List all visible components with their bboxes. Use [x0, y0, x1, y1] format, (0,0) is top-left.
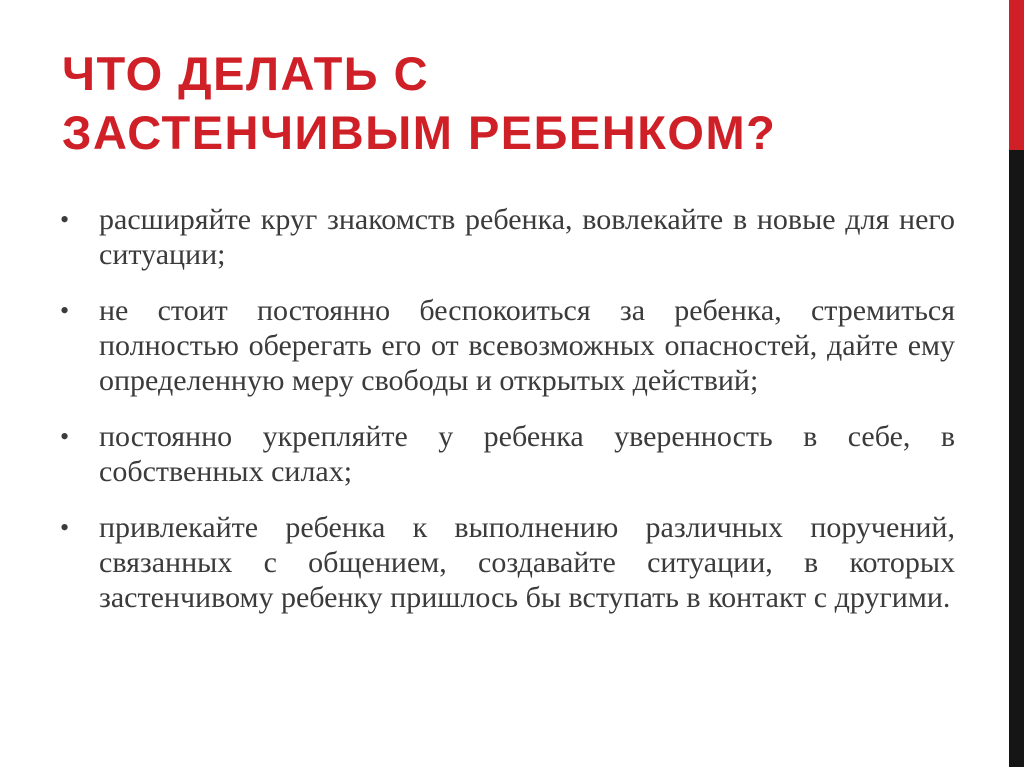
bullet-dot-icon: •: [60, 296, 70, 325]
slide-title: [62, 44, 962, 162]
bullet-dot-icon: •: [60, 205, 70, 234]
slide-title-line-1: ЧТО ДЕЛАТЬ С: [62, 47, 430, 100]
side-accent-bar-dark: [1009, 150, 1024, 767]
bullet-text: постоянно укрепляйте у ребенка уверенность в себе, в собственных силах;: [99, 420, 955, 488]
bullet-text: расширяйте круг знакомств ребенка, вовлекайте в новые для него ситуации;: [99, 203, 955, 271]
bullet-item: [60, 293, 955, 398]
side-accent-bar-red: [1009, 0, 1024, 150]
bullet-item: [60, 202, 955, 272]
bullet-text: не стоит постоянно беспокоиться за ребенка, стремиться полностью оберегать его от всевозможных опасностей, дайте ему определенную меру свободы и открытых действий;: [99, 294, 955, 397]
bullet-item: [60, 510, 955, 615]
bullet-list: [60, 202, 955, 615]
bullet-text: привлекайте ребенка к выполнению различных поручений, связанных с общением, создавайте ситуации, в которых застенчивому ребенку пришлось бы вступать в контакт с другими.: [99, 511, 955, 614]
slide-title-line-2: ЗАСТЕНЧИВЫМ РЕБЕНКОМ?: [62, 106, 777, 159]
bullet-dot-icon: •: [60, 513, 70, 542]
bullet-item: [60, 419, 955, 489]
bullet-dot-icon: •: [60, 422, 70, 451]
